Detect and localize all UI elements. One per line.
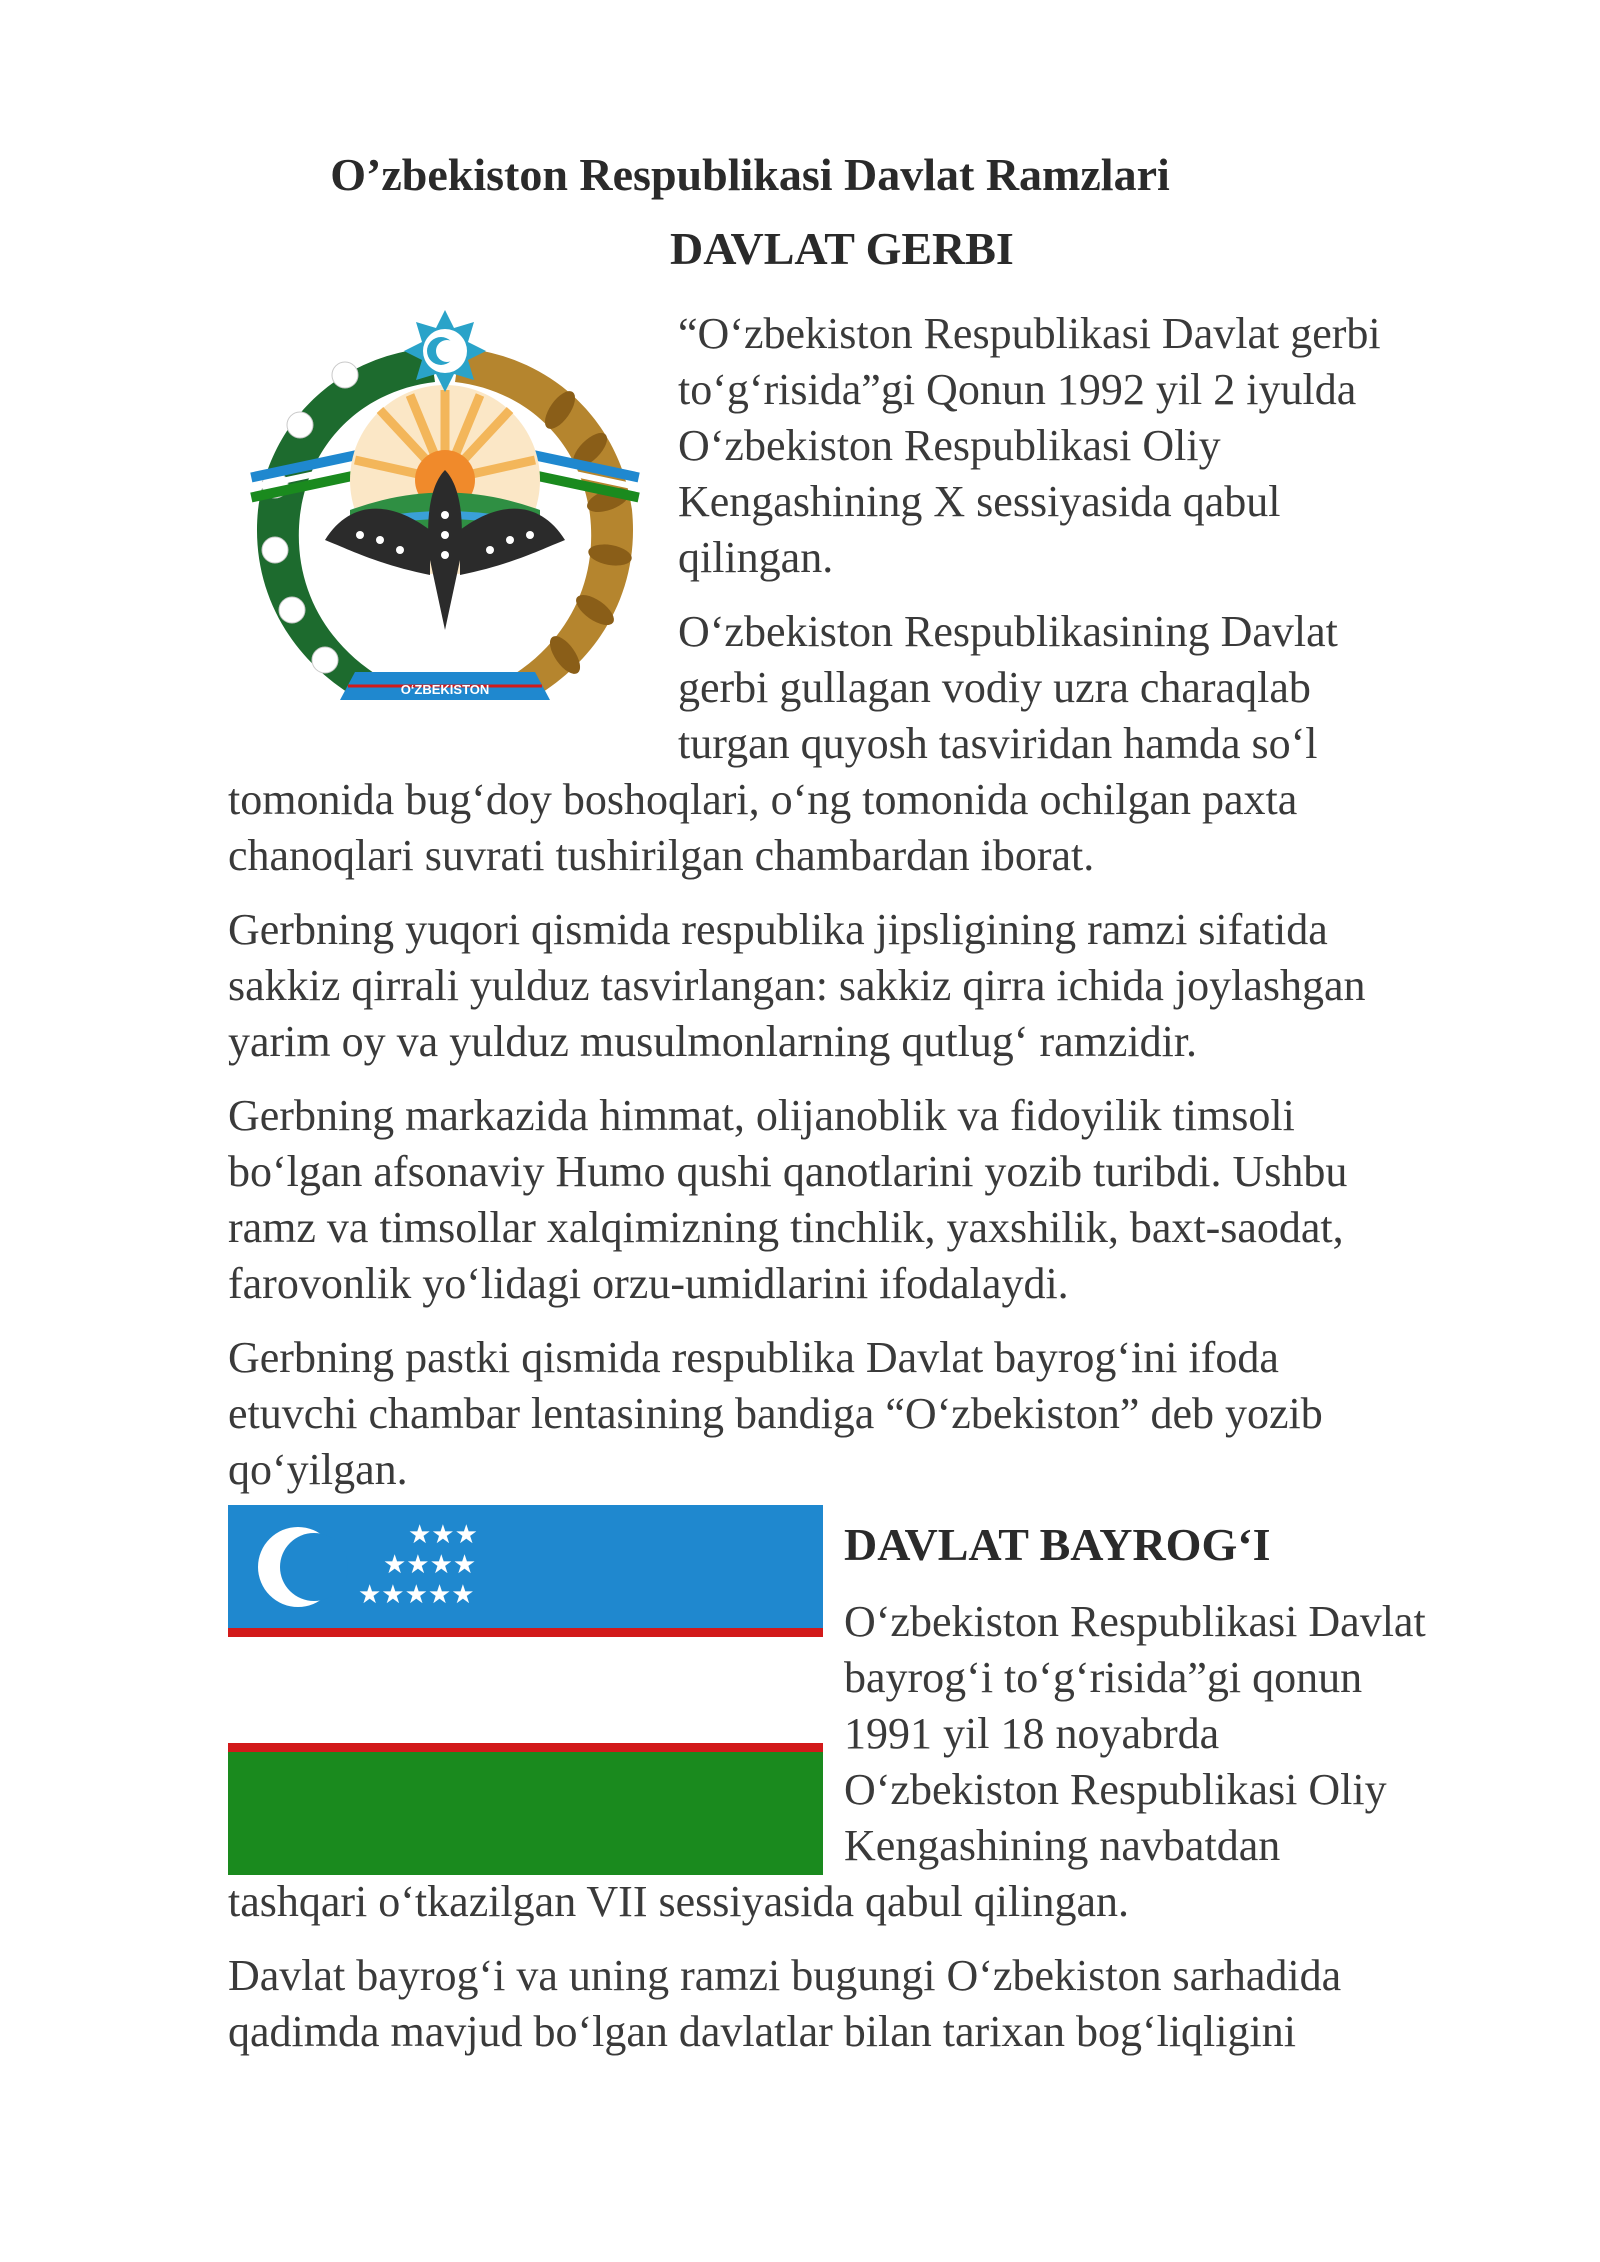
text-line: chanoqlari suvrati tushirilgan chambardan iborat.: [228, 831, 1095, 880]
text-line: O‘zbekiston Respublikasi Davlat: [844, 1597, 1426, 1646]
text-line: Gerbning markazida himmat, olijanoblik va fidoyilik timsoli: [228, 1091, 1295, 1140]
emblem-ribbon-text: O‘ZBEKISTON: [400, 682, 490, 697]
flag-heading: DAVLAT BAYROG‘I: [844, 1519, 1271, 1570]
text-line: O‘zbekiston Respublikasi Oliy: [678, 421, 1221, 470]
text-line: gerbi gullagan vodiy uzra charaqlab: [678, 663, 1311, 712]
text-line: Gerbning yuqori qismida respublika jipsligining ramzi sifatida: [228, 905, 1328, 954]
text-line: 1991 yil 18 noyabrda: [844, 1709, 1220, 1758]
text-line: turgan quyosh tasviridan hamda so‘l: [678, 719, 1318, 768]
text-line: bo‘lgan afsonaviy Humo qushi qanotlarini yozib turibdi. Ushbu: [228, 1147, 1348, 1196]
text-line: qilingan.: [678, 533, 834, 582]
text-line: O‘zbekiston Respublikasi Oliy: [844, 1765, 1387, 1814]
text-line: Kengashining navbatdan: [844, 1821, 1281, 1870]
text-line: O‘zbekiston Respublikasining Davlat: [678, 607, 1338, 656]
text-line: yarim oy va yulduz musulmonlarning qutlug‘ ramzidir.: [228, 1017, 1198, 1066]
text-line: “O‘zbekiston Respublikasi Davlat gerbi: [678, 309, 1381, 358]
text-line: ramz va timsollar xalqimizning tinchlik, yaxshilik, baxt-saodat,: [228, 1203, 1344, 1252]
state-flag-image: [228, 1505, 823, 1875]
document-title-text: O’zbekiston Respublikasi Davlat Ramzlari: [330, 149, 1170, 200]
text-line: to‘g‘risida”gi Qonun 1992 yil 2 iyulda: [678, 365, 1357, 414]
document-title: [0, 148, 1550, 201]
text-line: etuvchi chambar lentasining bandiga “O‘zbekiston” deb yozib: [228, 1389, 1323, 1438]
text-line: farovonlik yo‘lidagi orzu-umidlarini ifodalaydi.: [228, 1259, 1069, 1308]
text-line: tomonida bug‘doy boshoqlari, o‘ng tomonida ochilgan paxta: [228, 775, 1298, 824]
svg-text:★★★: ★★★: [408, 1520, 478, 1550]
text-line: Kengashining X sessiyasida qabul: [678, 477, 1281, 526]
svg-text:★★★★: ★★★★: [383, 1550, 477, 1580]
emblem-heading: DAVLAT GERBI: [670, 223, 1014, 274]
state-emblem-image: [230, 300, 660, 740]
text-line: tashqari o‘tkazilgan VII sessiyasida qabul qilingan.: [228, 1877, 1129, 1926]
text-line: Gerbning pastki qismida respublika Davlat bayrog‘ini ifoda: [228, 1333, 1279, 1382]
text-line: qo‘yilgan.: [228, 1445, 408, 1494]
text-line: Davlat bayrog‘i va uning ramzi bugungi O‘zbekiston sarhadida: [228, 1951, 1342, 2000]
text-line: qadimda mavjud bo‘lgan davlatlar bilan tarixan bog‘liqligini: [228, 2007, 1296, 2056]
text-line: bayrog‘i to‘g‘risida”gi qonun: [844, 1653, 1363, 1702]
svg-text:★★★★★: ★★★★★: [358, 1580, 475, 1610]
text-line: sakkiz qirrali yulduz tasvirlangan: sakkiz qirra ichida joylashgan: [228, 961, 1366, 1010]
